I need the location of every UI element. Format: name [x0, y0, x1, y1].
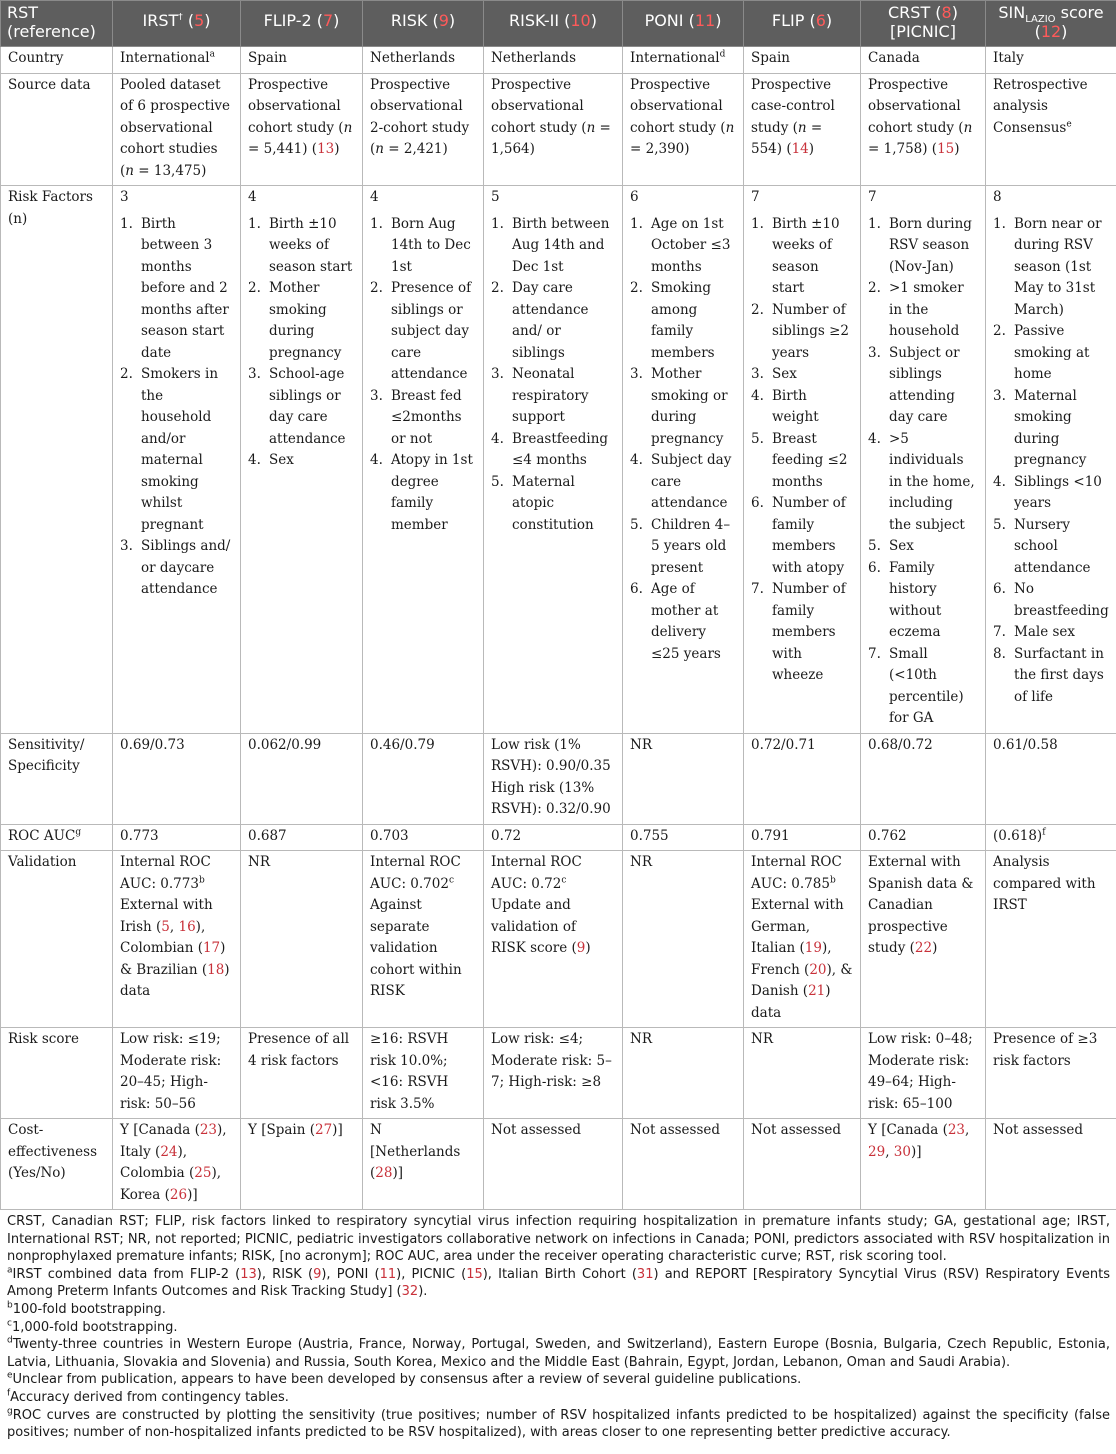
risk-factor-item: 2. Smoking among family members — [630, 280, 715, 361]
ref-link[interactable]: 24 — [160, 1143, 178, 1160]
risk-factor-item: 5. Sex — [868, 538, 914, 554]
ref-link[interactable]: 13 — [240, 1266, 257, 1282]
risk-factor-item: 2. Day care attendance and/ or siblings — [491, 280, 589, 361]
risk-factor-item: 6. Family history without eczema — [868, 559, 942, 640]
risk-factor-list-cell — [986, 212, 1116, 734]
risk-factor-list-cell — [861, 212, 986, 734]
risk-factor-item: 4. >5 individuals in the home, including the subject — [868, 430, 975, 533]
cell: Low risk: 0–48; Moderate risk: 49–64; High-risk: 65–100 — [861, 1028, 986, 1119]
ref-link[interactable]: 27 — [314, 1122, 333, 1138]
cell: Not assessed — [484, 1119, 623, 1210]
footnote-a: $^a$IRST combined data from FLIP-2 (13), RISK (9), PONI (11), PICNIC (15), Italian Birth Cohort (31) and REPORT [Respiratory Syncytial Virus (RSV) Respiratory Events Among Preterm Infants Outcomes and Risk Tracking Study] (32). — [7, 1265, 1111, 1300]
cell: 3 — [113, 186, 241, 212]
cell: 0.062/0.99 — [241, 733, 363, 824]
risk-factor-item: 2. Number of siblings ≥2 years — [751, 301, 849, 361]
ref-link[interactable]: 18 — [207, 961, 225, 978]
risk-factor-item: 1. Birth ±10 weeks of season start — [751, 215, 840, 296]
cell: Spain — [241, 47, 363, 74]
ref-link[interactable]: 29 — [868, 1143, 886, 1160]
risk-factor-item: 8. Surfactant in the first days of life — [993, 645, 1104, 705]
ref-link[interactable]: 11 — [694, 11, 716, 30]
risk-factor-item: 3. Subject or siblings attending day care — [868, 344, 960, 425]
ref-link[interactable]: 28 — [375, 1165, 393, 1181]
risk-factor-item: 4. Siblings <10 years — [993, 473, 1102, 511]
header-flip2: FLIP-2 (7) — [241, 1, 363, 47]
cell: 0.791 — [744, 824, 861, 851]
ref-link[interactable]: 31 — [636, 1266, 654, 1282]
ref-link[interactable]: 26 — [169, 1186, 188, 1203]
cell: Pooled dataset of 6 prospective observational cohort studies (n = 13,475) — [113, 73, 241, 186]
ref-link[interactable]: 11 — [379, 1266, 397, 1282]
header-risk: RISK (9) — [363, 1, 484, 47]
cell: External with Spanish data & Canadian prospective study (22) — [861, 851, 986, 1028]
cell: Low risk: ≤19; Moderate risk: 20–45; High-risk: 50–56 — [113, 1028, 241, 1119]
footnote-abbreviations: CRST, Canadian RST; FLIP, risk factors linked to respiratory syncytial virus infection requiring hospitalization in premature infants study; GA, gestational age; IRST, International RST; NR, not reported; PICNIC, pediatric investigators collaborative network on infections in Canada; PONI, predictors associated with RSV hospitalization in nonprophylaxed premature infants; RISK, [no acronym]; ROC AUC, area under the receiver operating characteristic curve; RST, risk scoring tool. — [7, 1214, 1110, 1265]
ref-link[interactable]: 15 — [937, 141, 955, 157]
row-label: Validation — [1, 851, 113, 1028]
header-poni: PONI (11) — [623, 1, 744, 47]
cell: Low risk (1% RSVH): 0.90/0.35 High risk (13% RSVH): 0.32/0.90 — [484, 733, 623, 824]
risk-factor-list-cell — [623, 212, 744, 734]
cell: 0.687 — [241, 824, 363, 851]
header-risk2: RISK-II (10) — [484, 1, 623, 47]
risk-factor-item: 4. Atopy in 1st degree family member — [370, 452, 473, 533]
cell: Prospective observational cohort study (n = 1,564) — [484, 73, 623, 186]
cell: Not assessed — [986, 1119, 1116, 1210]
risk-factor-item: 1. Birth ±10 weeks of season start — [248, 215, 353, 275]
header-irst: IRST† (5) — [113, 1, 241, 47]
risk-factor-item: 2. Mother smoking during pregnancy — [248, 280, 342, 361]
risk-factor-item: 3. Mother smoking or during pregnancy — [630, 366, 728, 447]
cell: Prospective observational cohort study (n = 5,441) (13) — [241, 73, 363, 186]
cell: Internal ROC AUC: 0.773$^b$ External with Irish (5, 16), Colombian (17) & Brazilian (18) data — [113, 851, 241, 1028]
risk-factor-list-cell — [363, 212, 484, 734]
ref-link[interactable]: 32 — [401, 1284, 419, 1300]
cell: Retrospective analysis Consensus$^e$ — [986, 73, 1116, 186]
risk-factor-list-cell — [744, 212, 861, 734]
risk-factor-item: 3. School-age siblings or day care attendance — [248, 366, 346, 447]
cell: Low risk: ≤4; Moderate risk: 5–7; High-risk: ≥8 — [484, 1028, 623, 1119]
cell: 4 — [363, 186, 484, 212]
row-source-data — [1, 73, 1116, 186]
cell: Prospective case-control study (n = 554) (14) — [744, 73, 861, 186]
row-roc-auc — [1, 824, 1116, 851]
cell: 0.703 — [363, 824, 484, 851]
cell: 0.68/0.72 — [861, 733, 986, 824]
cell: 0.69/0.73 — [113, 733, 241, 824]
cell: NR — [241, 851, 363, 1028]
cell: 7 — [744, 186, 861, 212]
cell: 0.72 — [484, 824, 623, 851]
footnote-e: $^e$Unclear from publication, appears to have been developed by consensus after a review of several guideline publications. — [7, 1371, 802, 1388]
risk-factor-item: 1. Birth between Aug 14th and Dec 1st — [491, 215, 610, 275]
row-label: Country — [1, 47, 113, 74]
cell: Italy — [986, 47, 1116, 74]
risk-factor-item: 4. Breastfeeding ≤4 months — [491, 430, 609, 468]
risk-factor-item: 2. Passive smoking at home — [993, 323, 1090, 382]
risk-factor-item: 1. Birth between 3 months before and 2 months after season start date — [120, 215, 229, 361]
ref-link[interactable]: 20 — [809, 961, 827, 978]
row-label: Risk score — [1, 1028, 113, 1119]
risk-factor-item: 6. Age of mother at delivery ≤25 years — [630, 581, 721, 662]
risk-factor-list-cell — [113, 212, 241, 734]
risk-factor-item: 1. Age on 1st October ≤3 months — [630, 215, 731, 275]
risk-factor-item: 2. Smokers in the household and/or maternal smoking whilst pregnant — [120, 366, 219, 533]
cell: 6 — [623, 186, 744, 212]
cell: 4 — [241, 186, 363, 212]
footnote-g: $^g$ROC curves are constructed by plotting the sensitivity (true positives; number of RSV hospitalized infants predicted to be hospitalized) against the specificity (false positives; number of non-hospitalized infants predicted to be RSV hospitalized), with areas closer to one representing better predictive accuracy. — [7, 1406, 1110, 1441]
ref-link[interactable]: 5 — [194, 11, 205, 30]
footnote-c: $^c$1,000-fold bootstrapping. — [7, 1318, 178, 1335]
risk-factor-item: 5. Maternal atopic constitution — [491, 473, 594, 533]
row-label: Risk Factors (n) — [1, 186, 113, 734]
cell: Prospective observational cohort study (n = 1,758) (15) — [861, 73, 986, 186]
risk-factor-item: 5. Breast feeding ≤2 months — [751, 430, 848, 490]
risk-factor-item: 3. Neonatal respiratory support — [491, 366, 589, 425]
risk-factor-item: 4. Sex — [248, 452, 294, 468]
ref-link[interactable]: 23 — [947, 1122, 966, 1138]
ref-link[interactable]: 19 — [804, 940, 822, 956]
cell: 0.773 — [113, 824, 241, 851]
risk-factor-item: 7. Number of family members with wheeze — [751, 581, 846, 683]
ref-link[interactable]: 9 — [576, 940, 586, 956]
row-label: Cost-effectiveness (Yes/No) — [1, 1119, 113, 1210]
header-rst-reference: RST (reference) — [1, 1, 113, 47]
risk-factor-item: 1. Born Aug 14th to Dec 1st — [370, 215, 471, 275]
risk-factor-item: 4. Birth weight — [751, 387, 819, 425]
row-sensitivity-specificity — [1, 733, 1116, 824]
cell: Analysis compared with IRST — [986, 851, 1116, 1028]
ref-link[interactable]: 13 — [317, 141, 335, 157]
cell: 0.755 — [623, 824, 744, 851]
ref-link[interactable]: 10 — [570, 11, 591, 30]
risk-factor-item: 3. Sex — [751, 366, 797, 382]
ref-link[interactable]: 22 — [914, 940, 933, 956]
cell: Not assessed — [623, 1119, 744, 1210]
ref-link[interactable]: 5 — [161, 918, 170, 935]
row-label: ROC AUC$^g$ — [1, 824, 113, 851]
cell: Y [Spain (27)] — [241, 1119, 363, 1210]
ref-link[interactable]: 15 — [466, 1266, 483, 1282]
cell: Canada — [861, 47, 986, 74]
cell: 5 — [484, 186, 623, 212]
risk-factor-item: 5. Children 4–5 years old present — [630, 516, 731, 576]
cell: NR — [623, 851, 744, 1028]
risk-factor-item: 7. Small (<10th percentile) for GA — [868, 645, 964, 726]
risk-factor-item: 3. Breast fed ≤2months or not — [370, 387, 462, 447]
cell: N [Netherlands (28)] — [363, 1119, 484, 1210]
cell: NR — [623, 733, 744, 824]
header-flip: FLIP (6) — [744, 1, 861, 47]
risk-factor-item: 6. Number of family members with atopy — [751, 495, 846, 576]
ref-link[interactable]: 6 — [815, 11, 826, 30]
table-footnotes — [0, 1210, 1116, 1442]
ref-link[interactable]: 25 — [194, 1165, 212, 1181]
cell: Internal ROC AUC: 0.785$^b$ External with German, Italian (19), French (20), & Danish (21) data — [744, 851, 861, 1028]
ref-link[interactable]: 7 — [322, 11, 334, 30]
header-crst: CRST (8) [PICNIC] — [861, 1, 986, 47]
risk-factor-item: 3. Maternal smoking during pregnancy — [993, 387, 1087, 468]
cell: Y [Canada (23), Italy (24), Colombia (25), Korea (26)] — [113, 1119, 241, 1210]
risk-factor-item: 2. Presence of siblings or subject day care attendance — [370, 280, 472, 382]
risk-factor-list-cell — [241, 212, 363, 734]
cell: Prospective observational 2-cohort study (n = 2,421) — [363, 73, 484, 186]
cell: Netherlands — [484, 47, 623, 74]
risk-factor-item: 2. >1 smoker in the household — [868, 280, 964, 339]
ref-link[interactable]: 14 — [791, 141, 809, 157]
cell: Y [Canada (23, 29, 30)] — [861, 1119, 986, 1210]
cell: 0.72/0.71 — [744, 733, 861, 824]
cell: 0.61/0.58 — [986, 733, 1116, 824]
cell: International$^a$ — [113, 47, 241, 74]
ref-link[interactable]: 21 — [808, 983, 826, 999]
risk-factor-item: 1. Born during RSV season (Nov-Jan) — [868, 215, 972, 275]
risk-factor-item: 7. Male sex — [993, 624, 1076, 640]
cell: NR — [744, 1028, 861, 1119]
risk-factor-item: 1. Born near or during RSV season (1st May to 31st March) — [993, 215, 1102, 318]
cell: Presence of ≥3 risk factors — [986, 1028, 1116, 1119]
cell: 0.762 — [861, 824, 986, 851]
ref-link[interactable]: 12 — [1040, 22, 1062, 41]
cell: Prospective observational cohort study (n = 2,390) — [623, 73, 744, 186]
ref-link[interactable]: 23 — [199, 1122, 218, 1138]
cell: International$^d$ — [623, 47, 744, 74]
cell: ≥16: RSVH risk 10.0%; <16: RSVH risk 3.5% — [363, 1028, 484, 1119]
header-sin-lazio: $SIN_{LAZIO}$ score (12) — [986, 1, 1116, 47]
risk-factor-list-cell — [484, 212, 623, 734]
row-risk-factors — [1, 186, 1116, 212]
cell: 0.46/0.79 — [363, 733, 484, 824]
row-label: Sensitivity/ Specificity — [1, 733, 113, 824]
cell: Internal ROC AUC: 0.702$^c$ Against separate validation cohort within RISK — [363, 851, 484, 1028]
footnote-f: $^f$Accuracy derived from contingency tables. — [7, 1388, 289, 1405]
ref-link[interactable]: 9 — [313, 1266, 322, 1282]
row-risk-score — [1, 1028, 1116, 1119]
ref-link[interactable]: 17 — [202, 940, 221, 956]
risk-factor-item: 6. No breastfeeding — [993, 581, 1109, 619]
cell: 8 — [986, 186, 1116, 212]
ref-link[interactable]: 30 — [893, 1143, 911, 1160]
cell: 7 — [861, 186, 986, 212]
cell: Presence of all 4 risk factors — [241, 1028, 363, 1119]
ref-link[interactable]: 8 — [941, 3, 952, 22]
cell: NR — [623, 1028, 744, 1119]
cell: Netherlands — [363, 47, 484, 74]
footnote-b: $^b$100-fold bootstrapping. — [7, 1300, 166, 1317]
cell: Not assessed — [744, 1119, 861, 1210]
footnote-d: $^d$Twenty-three countries in Western Europe (Austria, France, Norway, Portugal, Sweden, and Switzerland), Eastern Europe (Bosnia, Bulgaria, Czech Republic, Estonia, Latvia, Lithuania, Slovakia and Slovenia) and Russia, South Korea, Mexico and the Middle East (Bahrain, Egypt, Jordan, Lebanon, Oman and Saudi Arabia). — [7, 1335, 1110, 1370]
risk-factor-item: 3. Siblings and/ or daycare attendance — [120, 538, 231, 597]
cell: Internal ROC AUC: 0.72$^c$ Update and validation of RISK score (9) — [484, 851, 623, 1028]
row-label: Source data — [1, 73, 113, 186]
header-row — [1, 1, 1116, 47]
row-country — [1, 47, 1116, 74]
ref-link[interactable]: 16 — [178, 918, 196, 935]
risk-factor-item: 5. Nursery school attendance — [993, 516, 1091, 576]
cell: $(0.618)^f$ — [986, 824, 1116, 851]
cell: Spain — [744, 47, 861, 74]
row-risk-factor-lists — [1, 212, 1116, 734]
row-validation — [1, 851, 1116, 1028]
row-cost-effectiveness — [1, 1119, 1116, 1210]
risk-factor-item: 4. Subject day care attendance — [630, 452, 732, 511]
ref-link[interactable]: 9 — [438, 11, 449, 30]
